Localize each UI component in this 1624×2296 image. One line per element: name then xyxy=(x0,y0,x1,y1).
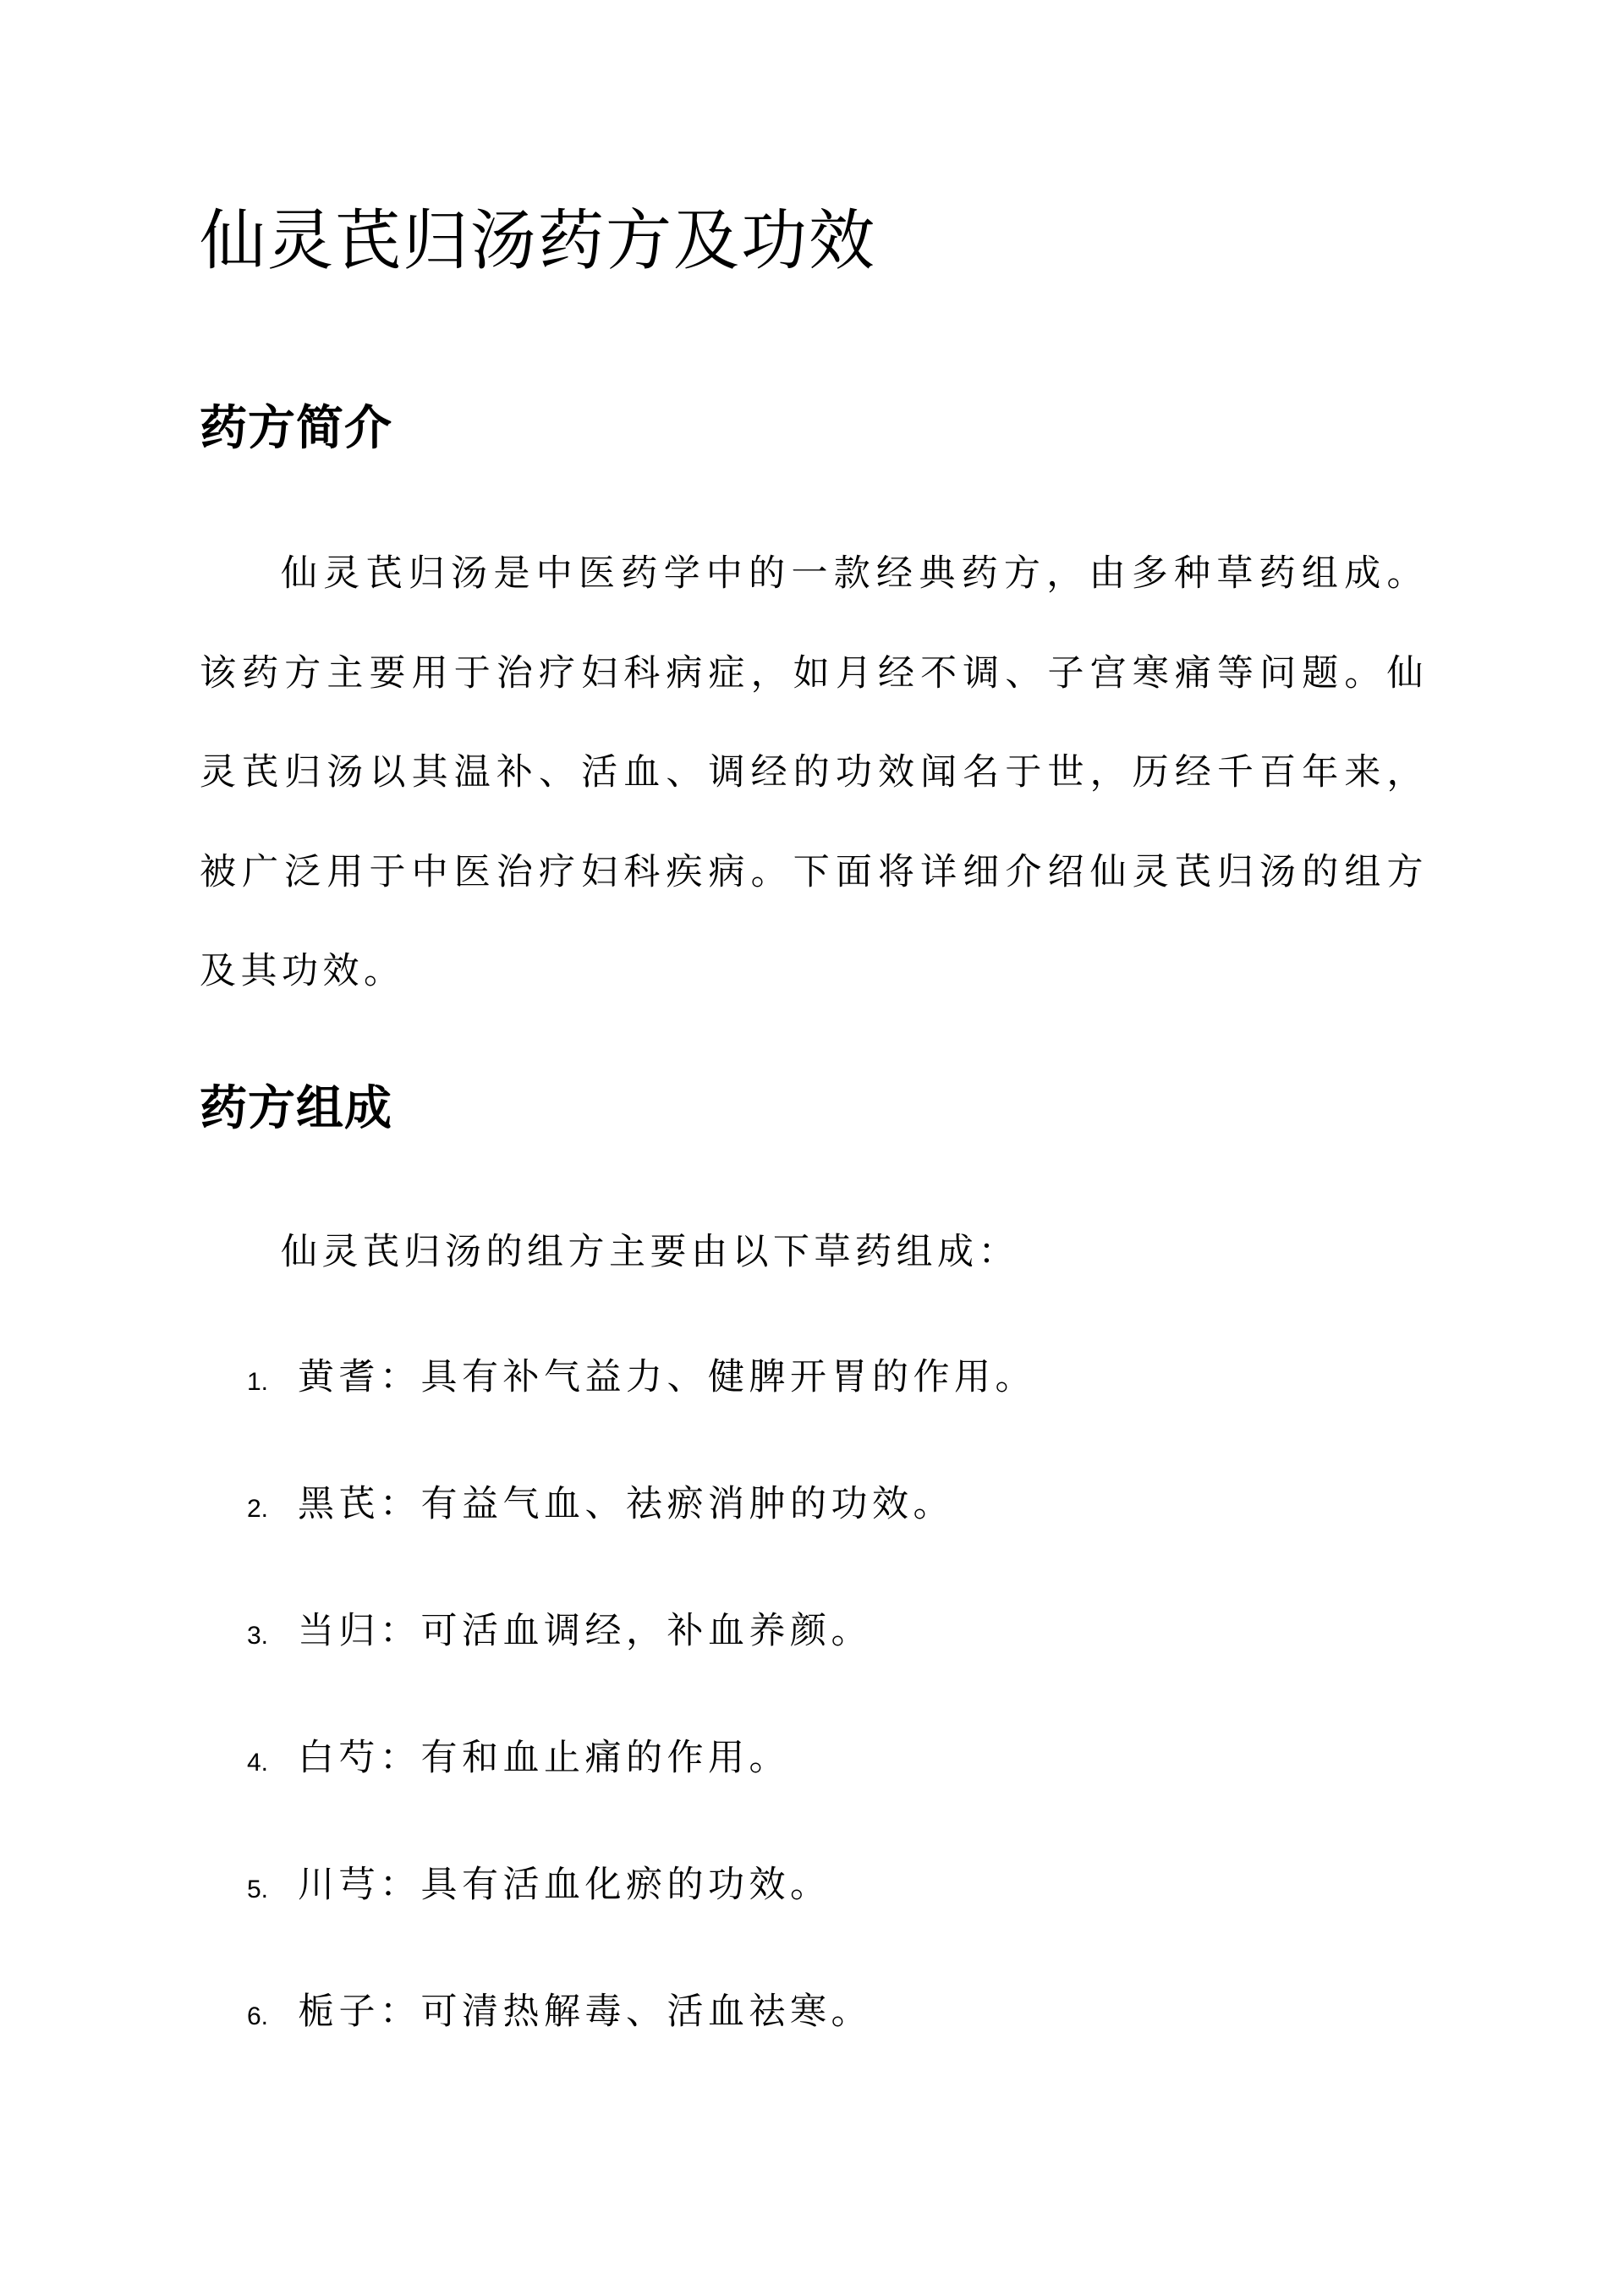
list-item-number: 5. xyxy=(247,1876,269,1903)
list-item-number: 2. xyxy=(247,1495,269,1523)
intro-paragraph: 仙灵芪归汤是中医药学中的一款经典药方，由多种草药组成。该药方主要用于治疗妇科病症，如月经不调、子宫寒痛等问题。仙灵芪归汤以其温补、活血、调经的功效闻名于世，历经千百年来，被广泛用于中医治疗妇科疾病。下面将详细介绍仙灵芪归汤的组方及其功效。 xyxy=(200,552,1428,992)
document-title: 仙灵芪归汤药方及功效 xyxy=(200,203,877,279)
composition-paragraph: 仙灵芪归汤的组方主要由以下草药组成： xyxy=(281,1231,1019,1273)
list-item-text: 当归：可活血调经，补血养颜。 xyxy=(298,1610,872,1652)
list-item-number: 1. xyxy=(247,1368,269,1396)
list-item-text: 白芍：有和血止痛的作用。 xyxy=(298,1737,790,1779)
list-item-number: 6. xyxy=(247,2002,269,2030)
list-item-text: 黄耆：具有补气益力、健脾开胃的作用。 xyxy=(298,1356,1036,1398)
section-heading-composition: 药方组成 xyxy=(200,1080,392,1136)
list-item-text: 栀子：可清热解毒、活血祛寒。 xyxy=(298,1991,872,2033)
section-heading-intro: 药方简介 xyxy=(200,400,392,456)
list-item-text: 川芎：具有活血化瘀的功效。 xyxy=(298,1864,831,1906)
list-item-text: 黑芪：有益气血、祛瘀消肿的功效。 xyxy=(298,1483,954,1525)
list-item-number: 3. xyxy=(247,1622,269,1650)
list-item-number: 4. xyxy=(247,1749,269,1777)
